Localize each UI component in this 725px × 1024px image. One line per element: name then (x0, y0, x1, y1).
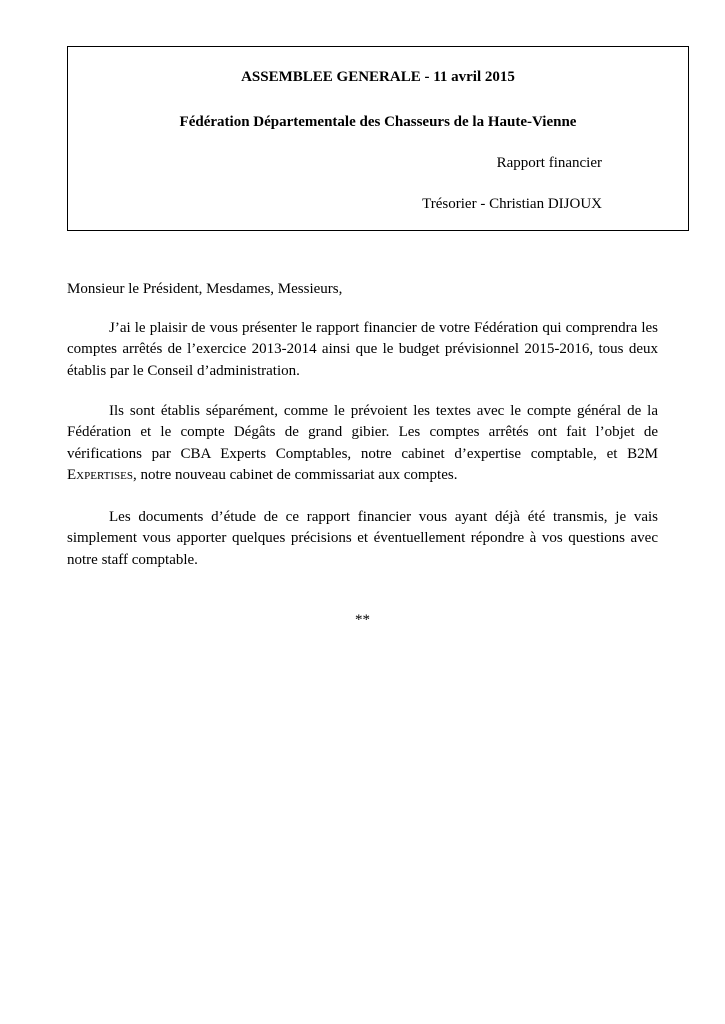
paragraph-intro: J’ai le plaisir de vous présenter le rapport financier de votre Fédération qui comprendra les comptes arrêtés de l’exercice 2013-2014 ainsi que le budget prévisionnel 2015-2016, tous deux établis par le Conseil d’administration. (67, 320, 658, 379)
paragraph-accounts (67, 401, 658, 486)
paragraph-accounts-smallcaps: Expertises (67, 466, 133, 483)
paragraph-accounts-text-2: , notre nouveau cabinet de commissariat aux comptes. (132, 466, 458, 483)
meeting-title: ASSEMBLEE GENERALE - 11 avril 2015 (241, 69, 515, 85)
organization-name: Fédération Départementale des Chasseurs de la Haute-Vienne (179, 114, 577, 130)
paragraph-accounts-text-1: Ils sont établis séparément, comme le prévoient les textes avec le compte général de la Fédération et le compte Dégâts de grand gibier. Les comptes arrêtés ont fait l’objet de vérifications par CBA Experts Comptables, notre cabinet d’expertise comptable, et B2M (67, 403, 658, 462)
header-box (67, 46, 689, 231)
section-separator: ** (355, 612, 370, 628)
paragraph-documents: Les documents d’étude de ce rapport financier vous ayant déjà été transmis, je vais simplement vous apporter quelques précisions et éventuellement répondre à vos questions avec notre staff comptable. (67, 509, 658, 568)
report-type: Rapport financier (496, 155, 602, 171)
salutation: Monsieur le Président, Mesdames, Messieurs, (67, 281, 343, 297)
treasurer-name: Trésorier - Christian DIJOUX (422, 196, 602, 212)
